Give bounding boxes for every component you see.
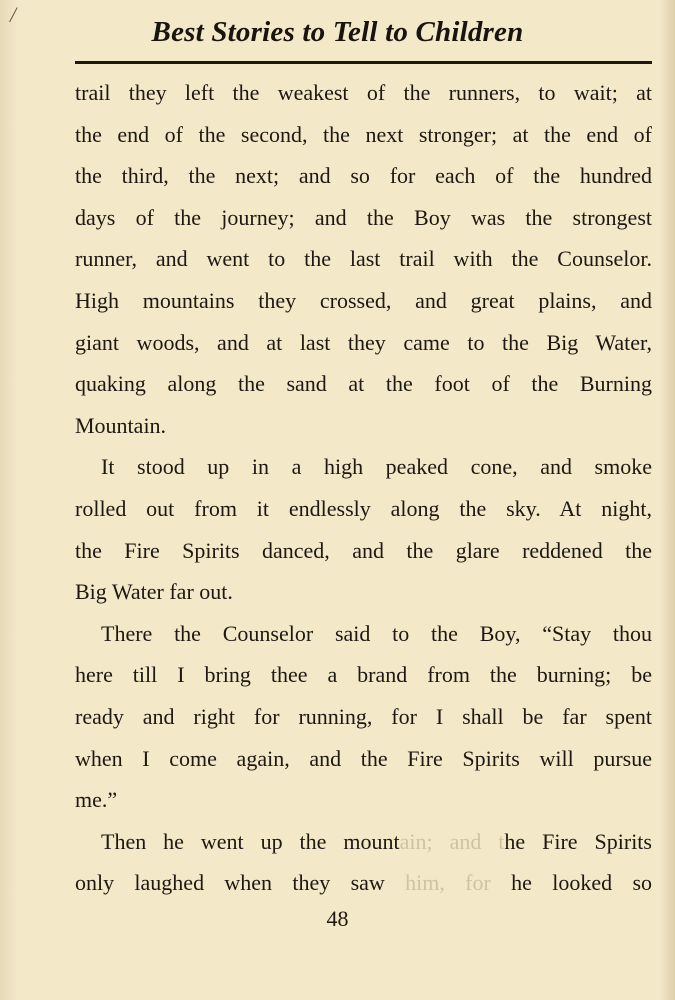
text-line: days of the journey; and the Boy was the strongest xyxy=(75,204,652,230)
faded-text-fragment: him, for xyxy=(384,870,491,896)
paragraph-1 xyxy=(75,72,652,446)
text-line: when I come again, and the Fire Spirits will pursue xyxy=(75,745,652,771)
paragraph-3 xyxy=(75,613,652,821)
header-rule xyxy=(75,61,652,64)
text-line: rolled out from it endlessly along the sky. At night, xyxy=(75,495,652,521)
text-fragment: only laughed when they saw xyxy=(75,870,385,896)
text-line: Big Water far out. xyxy=(75,579,233,605)
text-line: ready and right for running, for I shall be far spent xyxy=(75,703,652,729)
running-head: Best Stories to Tell to Children xyxy=(151,16,524,48)
text-fragment: he Fire Spirits xyxy=(504,828,652,854)
text-line: quaking along the sand at the foot of the Burning xyxy=(75,371,652,397)
text-line: the third, the next; and so for each of the hundred xyxy=(75,163,652,189)
paragraph-2 xyxy=(75,446,652,612)
text-line xyxy=(75,862,652,904)
text-line: the Fire Spirits danced, and the glare reddened the xyxy=(75,537,652,563)
body-text xyxy=(75,72,652,904)
pencil-margin-mark: / xyxy=(10,2,17,27)
page-number: 48 xyxy=(326,906,349,931)
text-line: the end of the second, the next stronger; at the end of xyxy=(75,121,652,147)
text-line: here till I bring thee a brand from the burning; be xyxy=(75,662,652,688)
text-line: It stood up in a high peaked cone, and smoke xyxy=(101,454,652,480)
text-line: me.” xyxy=(75,787,118,813)
text-line: runner, and went to the last trail with the Counselor. xyxy=(75,246,652,272)
text-line: High mountains they crossed, and great plains, and xyxy=(75,287,652,313)
text-line: There the Counselor said to the Boy, “Stay thou xyxy=(101,620,652,646)
faded-text-fragment: ain; and t xyxy=(399,828,505,854)
text-line: trail they left the weakest of the runners, to wait; at xyxy=(75,80,652,105)
text-line xyxy=(75,821,652,863)
text-fragment: Then he went up the mount xyxy=(101,828,400,854)
text-line: Mountain. xyxy=(75,412,167,438)
paragraph-4 xyxy=(75,821,652,904)
text-line: giant woods, and at last they came to the Big Water, xyxy=(75,329,652,355)
text-fragment: he looked so xyxy=(490,870,653,896)
